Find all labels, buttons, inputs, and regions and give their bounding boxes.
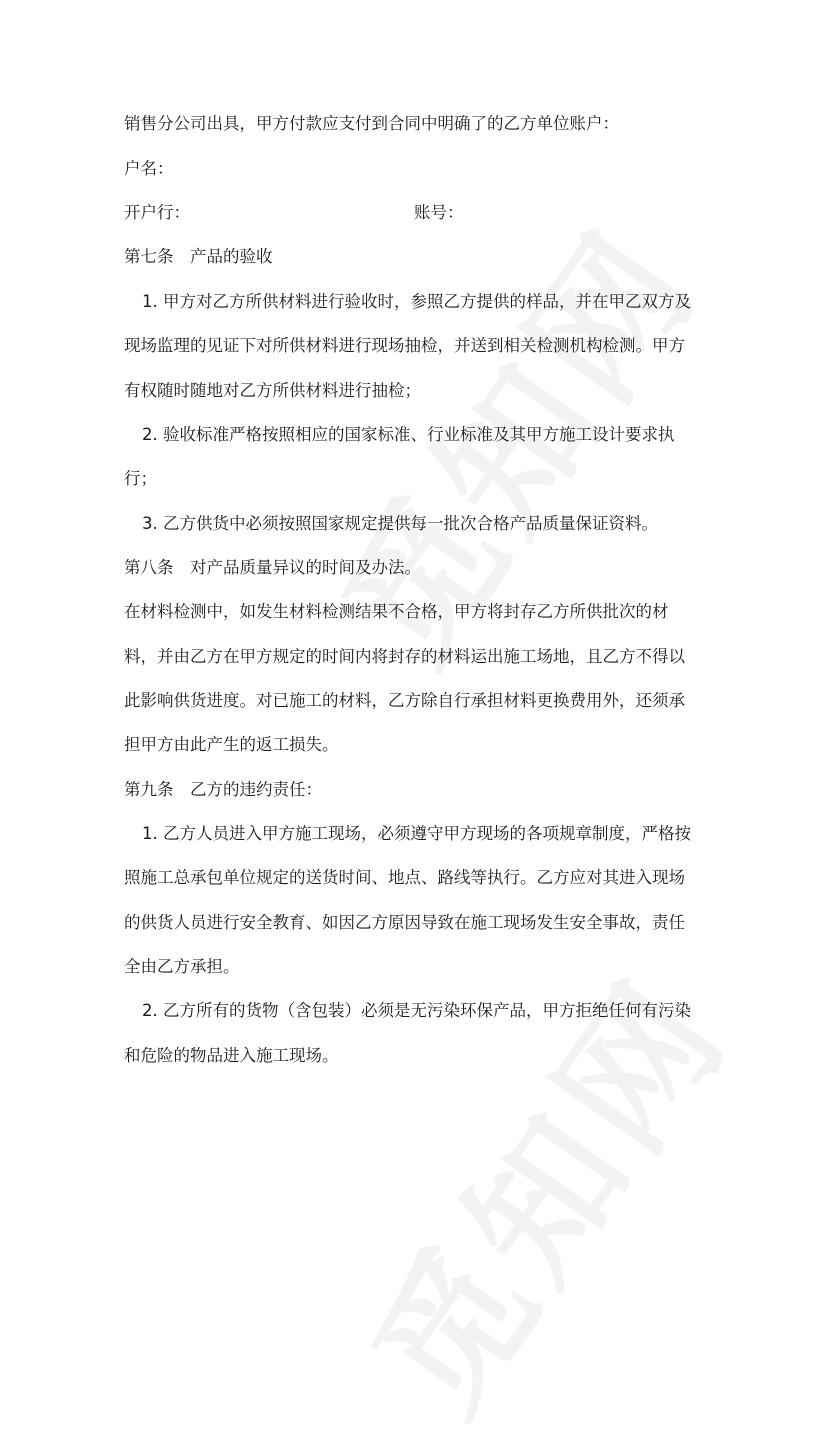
article-7-heading: 第七条 产品的验收 (124, 247, 273, 266)
paragraph-line: 照施工总承包单位规定的送货时间、地点、路线等执行。乙方应对其进入现场 (124, 868, 685, 887)
paragraph-line: 2. 乙方所有的货物（含包装）必须是无污染环保产品，甲方拒绝任何有污染 (142, 1001, 691, 1020)
paragraph-line: 行； (124, 469, 157, 488)
bank-label: 开户行： (124, 203, 190, 222)
article-9-heading: 第九条 乙方的违约责任： (124, 780, 322, 799)
paragraph-line: 在材料检测中，如发生材料检测结果不合格，甲方将封存乙方所供批次的材 (124, 602, 669, 621)
paragraph-line: 担甲方由此产生的返工损失。 (124, 735, 339, 754)
payment-account-text: 销售分公司出具，甲方付款应支付到合同中明确了的乙方单位账户： (124, 114, 619, 133)
paragraph-line: 有权随时随地对乙方所供材料进行抽检； (124, 381, 421, 400)
paragraph-line: 2. 验收标准严格按照相应的国家标准、行业标准及其甲方施工设计要求执 (142, 425, 675, 444)
paragraph-line: 和危险的物品进入施工现场。 (124, 1046, 339, 1065)
paragraph-line: 的供货人员进行安全教育、如因乙方原因导致在施工现场发生安全事故，责任 (124, 913, 685, 932)
paragraph-line: 此影响供货进度。对已施工的材料，乙方除自行承担材料更换费用外，还须承 (124, 691, 685, 710)
paragraph-line: 料，并由乙方在甲方规定的时间内将封存的材料运出施工场地，且乙方不得以 (124, 647, 685, 666)
paragraph-line: 3. 乙方供货中必须按照国家规定提供每一批次合格产品质量保证资料。 (142, 514, 658, 533)
paragraph-line: 全由乙方承担。 (124, 957, 240, 976)
paragraph-line: 现场监理的见证下对所供材料进行现场抽检，并送到相关检测机构检测。甲方 (124, 336, 685, 355)
account-name-label: 户名： (124, 159, 174, 178)
account-number-label: 账号： (414, 203, 464, 222)
article-8-heading: 第八条 对产品质量异议的时间及办法。 (124, 558, 421, 577)
paragraph-line: 1. 甲方对乙方所供材料进行验收时，参照乙方提供的样品，并在甲乙双方及 (142, 292, 691, 311)
paragraph-line: 1. 乙方人员进入甲方施工现场，必须遵守甲方现场的各项规章制度，严格按 (142, 824, 691, 843)
